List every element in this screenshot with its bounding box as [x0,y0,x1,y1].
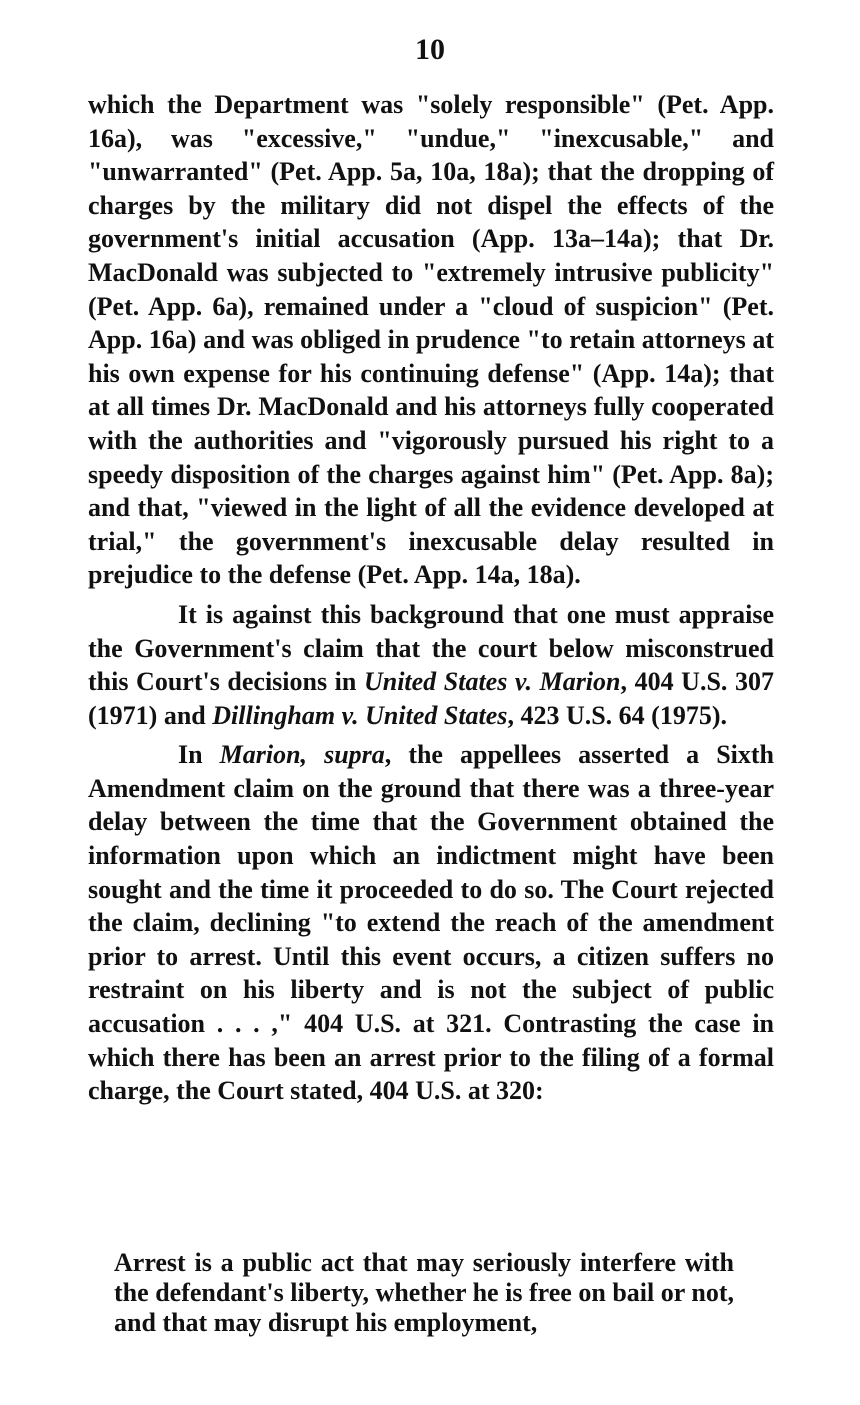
case-citation-dillingham: Dillingham v. United States [212,700,508,730]
body-text [88,88,774,1108]
page-number: 10 [415,33,445,66]
paragraph-marion-text-end: , the appellees asserted a Sixth Amendment claim on the ground that there was a three-year delay between the time that the Government obtained the information upon which an indictment might have been sought and the time it proceeded to do so. The Court rejected the claim, declining "to extend the reach of the amendment prior to arrest. Until this event occurs, a citizen suffers no restraint on his liberty and is not the subject of public accusation . . . ," 404 U.S. at 321. Contrasting the case in which there has been an arrest prior to the filing of a formal charge, the Court stated, 404 U.S. at 320: [88,740,774,1106]
block-quote: Arrest is a public act that may seriously interfere with the defendant's liberty, whether he is free on bail or not, and that may disrupt his employment, [114,1248,734,1337]
paragraph-marion-text-start: In [178,740,220,770]
case-citation-marion: United States v. Marion [363,667,621,697]
paragraph-background-text-start: It is against this background that one must appraise the Government's claim that the court below misconstrued this Court's decisions in [88,599,774,697]
paragraph-continuation: which the Department was "solely responsible" (Pet. App. 16a), was "excessive," "undue," "inexcusable," and "unwarranted" (Pet. App. 5a, 10a, 18a); that the dropping of charges by the military did not dispel the effects of the government's initial accusation (App. 13a–14a); that Dr. MacDonald was subjected to "extremely intrusive publicity" (Pet. App. 6a), remained under a "cloud of suspicion" (Pet. App. 16a) and was obliged in prudence "to retain attorneys at his own expense for his continuing defense" (App. 14a); that at all times Dr. MacDonald and his attorneys fully cooperated with the authorities and "vigorously pursued his right to a speedy disposition of the charges against him" (Pet. App. 8a); and that, "viewed in the light of all the evidence developed at trial," the government's inexcusable delay resulted in prejudice to the defense (Pet. App. 14a, 18a). [88,90,774,590]
paragraph-background-text-end: , 423 U.S. 64 (1975). [507,700,727,730]
paragraph-marion [88,738,774,1108]
paragraph-background-text-middle: , 404 U.S. 307 (1971) and [88,667,774,730]
paragraph-background [88,598,774,732]
case-citation-marion-supra: Marion, supra [219,740,385,770]
